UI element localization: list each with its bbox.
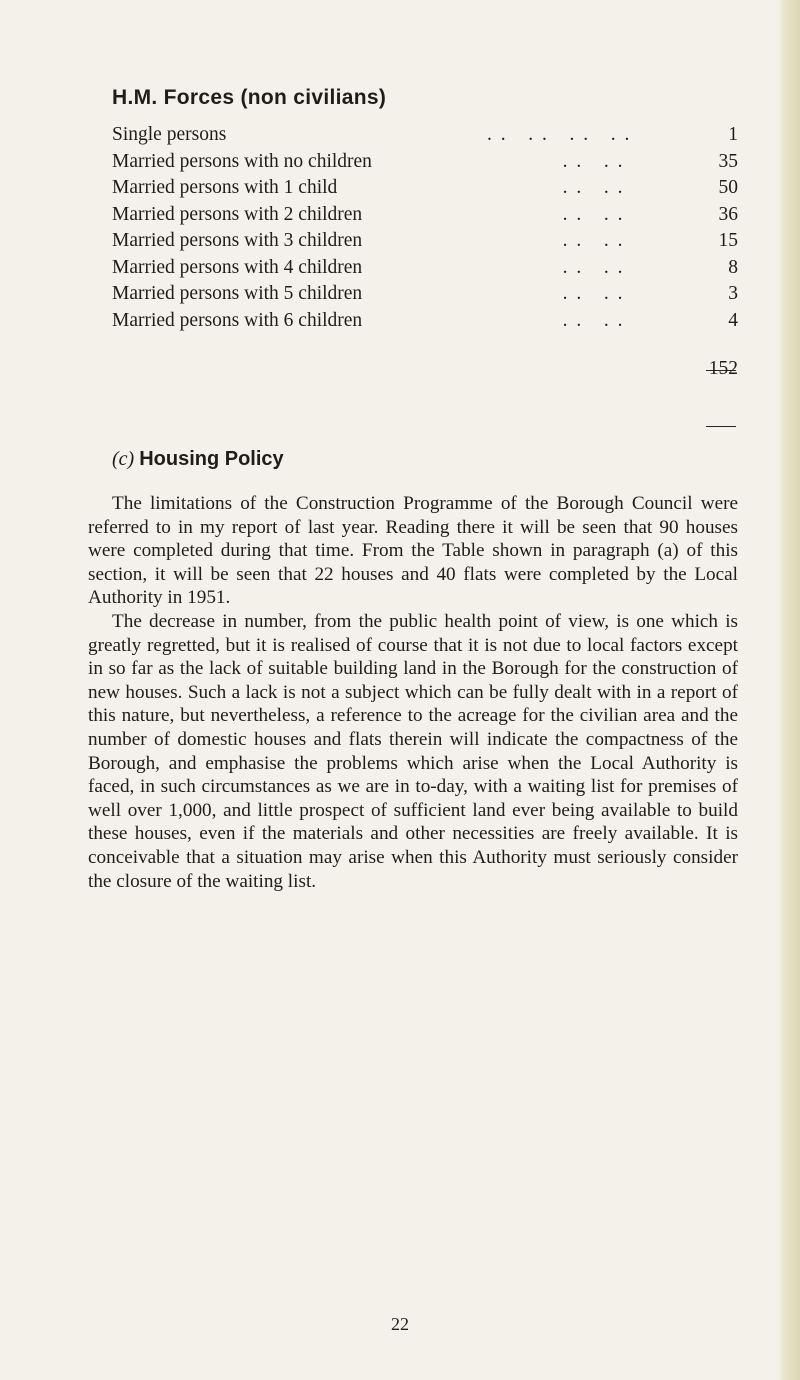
row-value: 3 (728, 283, 738, 304)
table-row (112, 202, 738, 229)
row-value: 15 (718, 230, 738, 251)
row-label: Married persons with 2 children (112, 203, 363, 225)
row-label: Married persons with 6 children (112, 309, 363, 331)
forces-table (112, 122, 738, 379)
row-value: 36 (718, 203, 738, 225)
total-rule-bottom (706, 426, 736, 427)
page-edge-shadow (778, 0, 800, 1380)
forces-table-heading: H.M. Forces (non civilians) (112, 86, 387, 109)
leader-dots: . . . . . . . . (487, 124, 632, 145)
row-label: Married persons with no children (112, 150, 372, 172)
table-total: 152 (708, 358, 738, 379)
row-label: Married persons with 4 children (112, 256, 363, 278)
leader-dots: . . . . (487, 230, 625, 251)
leader-dots: . . . . (487, 256, 625, 278)
housing-policy-body (88, 492, 738, 893)
leader-dots: . . . . (487, 177, 625, 198)
leader-dots: . . . . (487, 283, 625, 304)
section-title: Housing Policy (139, 448, 284, 470)
table-row (112, 175, 738, 202)
leader-dots: . . . . (487, 150, 625, 172)
row-value: 4 (728, 309, 738, 331)
row-value: 8 (728, 256, 738, 278)
paragraph: The decrease in number, from the public health point of view, is one which is greatly regretted, but it is realised of course that it is not due to local factors except in so far as the lack of suitable building land in the Borough for the construction of new houses. Such a lack is not a subject which can be fully dealt with in a report of this nature, but nevertheless, a reference to the acreage for the civilian area and the number of domestic houses and flats therein will indicate the compactness of the Borough, and emphasise the problems which arise when the Local Authority is faced, in such circumstances as we are in to-day, with a waiting list for premises of well over 1,000, and little prospect of sufficient land ever being available to build these houses, even if the materials and other necessities are freely available. It is conceivable that a situation may arise when this Authority must seriously consider the closure of the waiting list. (88, 610, 738, 892)
row-value: 35 (718, 150, 738, 172)
table-row (112, 281, 738, 308)
row-value: 1 (728, 124, 738, 145)
row-label: Married persons with 1 child (112, 177, 338, 198)
table-row (112, 122, 738, 149)
section-number: (c) (112, 448, 135, 470)
row-label: Married persons with 5 children (112, 283, 363, 304)
paragraph: The limitations of the Construction Programme of the Borough Council were referred to in my report of last year. Reading there it will be seen that 90 houses were completed during that time. From the Table shown in paragraph (a) of this section, it will be seen that 22 houses and 40 flats were completed by the Local Authority in 1951. (88, 493, 738, 609)
row-value: 50 (718, 177, 738, 198)
leader-dots: . . . . (487, 203, 625, 225)
page-number: 22 (391, 1314, 409, 1334)
table-row (112, 308, 738, 335)
row-label: Married persons with 3 children (112, 230, 363, 251)
table-row (112, 255, 738, 282)
row-label: Single persons (112, 124, 227, 145)
table-row (112, 228, 738, 255)
housing-policy-heading (112, 448, 284, 471)
leader-dots: . . . . (487, 309, 625, 331)
table-row (112, 149, 738, 176)
